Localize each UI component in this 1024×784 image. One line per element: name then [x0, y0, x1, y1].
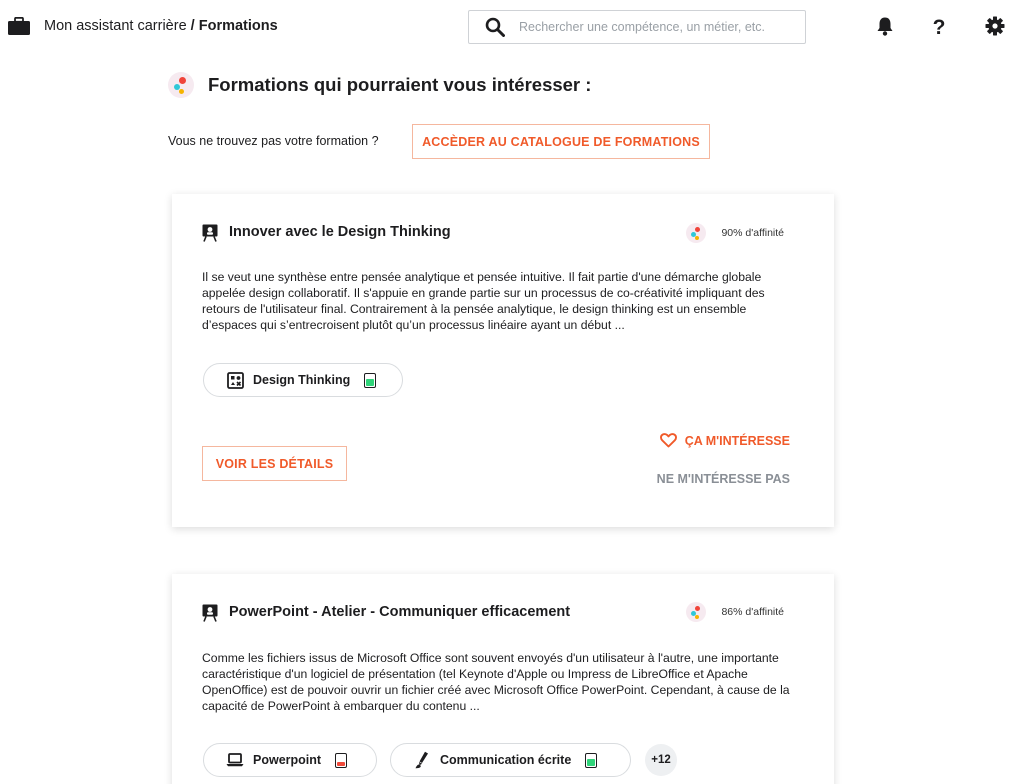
bell-icon[interactable] [874, 15, 896, 37]
search-icon[interactable] [485, 17, 505, 37]
breadcrumb-home[interactable]: Mon assistant carrière [44, 18, 187, 34]
gear-icon[interactable] [984, 15, 1006, 37]
skill-label: Design Thinking [253, 373, 351, 387]
skill-chip[interactable] [203, 743, 377, 777]
breadcrumb [44, 18, 278, 34]
affinity-logo-icon [686, 223, 706, 243]
interested-label: ÇA M'INTÉRESSE [684, 433, 790, 448]
details-button[interactable]: VOIR LES DÉTAILS [202, 446, 347, 481]
training-title[interactable]: PowerPoint - Atelier - Communiquer efficacement [229, 604, 571, 620]
more-skills-badge[interactable]: +12 [645, 744, 677, 776]
training-title[interactable]: Innover avec le Design Thinking [229, 224, 451, 240]
catalog-button[interactable]: ACCÈDER AU CATALOGUE DE FORMATIONS [412, 124, 710, 159]
training-board-icon [202, 224, 218, 242]
laptop-icon [226, 751, 244, 769]
search-input[interactable] [519, 20, 799, 34]
breadcrumb-current: Formations [198, 18, 278, 34]
affinity-score: 86% d'affinité [721, 606, 784, 618]
training-description: Comme les fichiers issus de Microsoft Office sont souvent envoyés d'un utilisateur à l'autre, une importante caractéristique d'un logiciel de présentation (tel Keynote d'Apple ou Impress de LibreOffice et Apache OpenOffice) est de pouvoir ouvrir un fichier créé avec Microsoft Office PowerPoint. Cependant, à cause de la capacité de PowerPoint à embarquer du contenu ... [202, 651, 790, 713]
catalog-prompt: Vous ne trouvez pas votre formation ? [168, 134, 379, 148]
briefcase-icon[interactable] [8, 17, 30, 35]
interested-button[interactable] [660, 433, 790, 448]
svg-text:?: ? [932, 16, 946, 37]
skill-chip[interactable] [203, 363, 403, 397]
top-bar [0, 0, 1024, 54]
affinity-score: 90% d'affinité [721, 227, 784, 239]
training-card [172, 574, 834, 784]
skill-label: Powerpoint [253, 753, 322, 767]
affinity-logo-icon [686, 602, 706, 622]
search-box[interactable] [468, 10, 806, 44]
question-icon[interactable] [928, 15, 950, 37]
training-card [172, 194, 834, 527]
training-board-icon [202, 604, 218, 622]
affinity-logo-icon [168, 72, 194, 98]
skill-level-indicator [364, 373, 376, 388]
skill-level-indicator [585, 753, 597, 768]
skill-chip[interactable] [390, 743, 631, 777]
not-interested-button[interactable]: NE M'INTÉRESSE PAS [656, 472, 790, 486]
heart-icon [660, 433, 677, 448]
page-title: Formations qui pourraient vous intéresser : [208, 74, 592, 95]
skill-label: Communication écrite [440, 753, 572, 767]
design-board-icon [226, 371, 244, 389]
training-description: Il se veut une synthèse entre pensée analytique et pensée intuitive. Il fait partie d'une démarche globale appelée design collaboratif. Il s'appuie en grande partie sur un processus de co-créativité impliquant des retours de l'utilisateur final. Contrairement à la pensée analytique, le design thinking est un ensemble d’espaces qui s’entrecroisent plutôt qu’un processus linéaire ayant un début ... [202, 270, 765, 332]
breadcrumb-separator: / [190, 18, 195, 34]
skill-level-indicator [335, 753, 347, 768]
pen-hand-icon [413, 751, 431, 769]
